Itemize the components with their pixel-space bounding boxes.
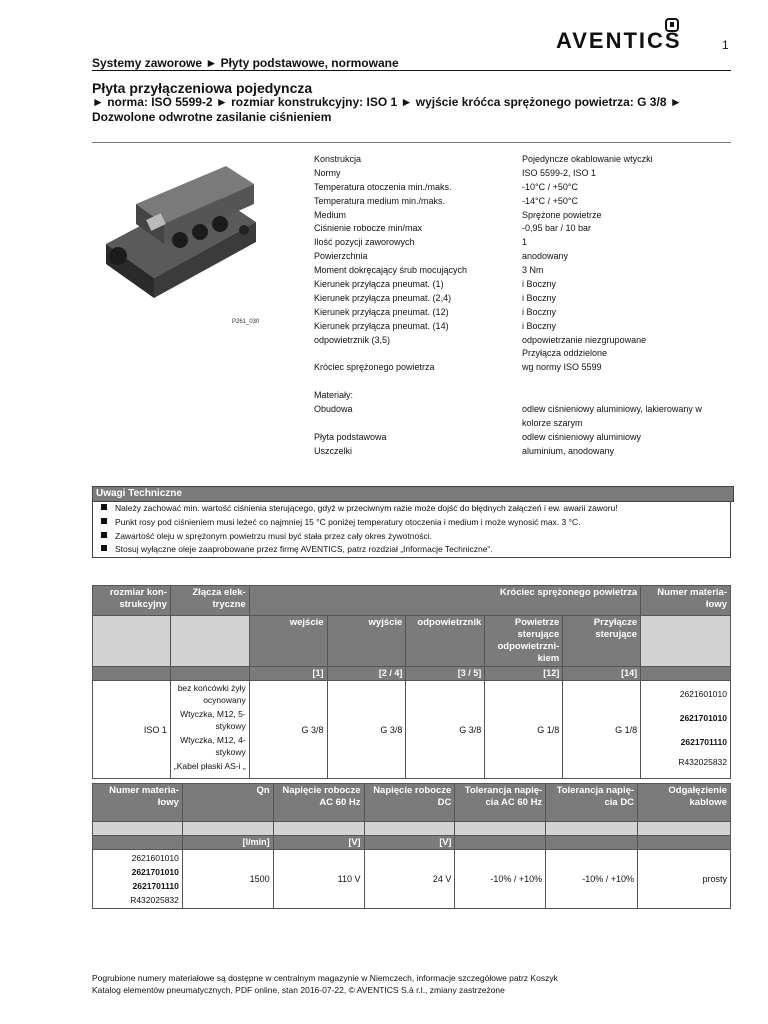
spec-value: i Boczny	[522, 306, 557, 317]
tolerance-ac-cell: -10% / +10%	[455, 850, 546, 909]
note-item	[101, 503, 618, 513]
divider	[92, 70, 731, 71]
flow-cell: 1500	[182, 850, 273, 909]
table-row	[93, 681, 731, 779]
header-spacer	[455, 822, 546, 836]
spec-value: i Boczny	[522, 320, 557, 331]
notes-box	[92, 501, 731, 558]
unit-exhaust: [3 / 5]	[406, 667, 485, 681]
spec-key: Moment dokręcający śrub mocujących	[314, 265, 468, 276]
spec-key: Ciśnienie robocze min/max	[314, 223, 423, 234]
spec-value: -10°C / +50°C	[522, 181, 578, 192]
pilot-cell: G 1/8	[563, 681, 641, 779]
notes-title: Uwagi Techniczne	[92, 486, 734, 502]
note-text: Stosuj wyłączne oleje zaaprobowane przez firmę AVENTICS, patrz rozdział „Informacje Techniczne“.	[115, 544, 493, 554]
pilot-exhaust-cell: G 1/8	[485, 681, 563, 779]
footer	[92, 972, 558, 996]
outlet-cell: G 3/8	[327, 681, 406, 779]
material-cell	[641, 681, 731, 779]
col-header-tolerance-dc: Tolerancja napię-cia DC	[546, 784, 638, 822]
spec-value: 3 Nm	[522, 265, 544, 276]
header-spacer	[273, 822, 364, 836]
header-spacer	[93, 616, 171, 667]
spec-value: odlew ciśnieniowy aluminiowy, lakierowany w kolorze szarym	[522, 404, 702, 428]
electrical-table	[92, 783, 731, 909]
breadcrumb: Systemy zaworowe ► Płyty podstawowe, normowane	[92, 56, 399, 70]
electrical-option: „Kabel płaski AS-i „	[173, 761, 246, 771]
spec-value: ISO 5599-2, ISO 1	[522, 167, 597, 178]
header-spacer	[641, 616, 731, 667]
note-text: Należy zachować min. wartość ciśnienia sterującego, gdyż w przeciwnym razie może dojść do błędnych załączeń i ew. awarii zaworu!	[115, 503, 618, 513]
electrical-option: bez końcówki żyły ocynowany	[177, 683, 246, 705]
spec-key: Kierunek przyłącza pneumat. (14)	[314, 320, 449, 331]
spec-value: odlew ciśnieniowy aluminiowy	[522, 431, 642, 442]
ports-table	[92, 585, 731, 779]
col-header-cable: Odgałęzienie kablowe	[638, 784, 731, 822]
divider	[92, 142, 731, 143]
header-spacer	[182, 822, 273, 836]
spec-key: Temperatura otoczenia min./maks.	[314, 181, 452, 192]
unit-pilot-exhaust: [12]	[485, 667, 563, 681]
col-header-pilot: Przyłącze sterujące	[563, 616, 641, 667]
table-row	[93, 850, 731, 909]
spec-value: 1	[522, 237, 528, 248]
material-cell	[93, 850, 183, 909]
electrical-cell	[170, 681, 249, 779]
note-item	[101, 517, 581, 527]
spec-value: odpowietrzanie niezgrupowane	[522, 334, 647, 345]
col-header-material: Numer materia-łowy	[93, 784, 183, 822]
spec-key: Powierzchnia	[314, 251, 368, 262]
product-image	[96, 152, 266, 300]
spec-key: Temperatura medium min./maks.	[314, 195, 446, 206]
spec-value: anodowany	[522, 251, 569, 262]
col-header-voltage-dc: Napięcie robocze DC	[364, 784, 455, 822]
spec-key: Normy	[314, 167, 341, 178]
spec-key: Uszczelki	[314, 445, 353, 456]
spec-key: Medium	[314, 209, 347, 220]
material-number: 2621701110	[132, 881, 179, 891]
unit-spacer	[170, 667, 249, 681]
spec-key: odpowietrznik (3,5)	[314, 334, 391, 345]
bullet-icon	[101, 518, 107, 524]
material-number: 2621601010	[131, 853, 179, 863]
material-number: R432025832	[678, 757, 727, 767]
note-item	[101, 531, 432, 541]
unit-pilot: [14]	[563, 667, 641, 681]
col-header-flow: Qn	[182, 784, 273, 822]
unit-spacer	[93, 667, 171, 681]
spec-key: Płyta podstawowa	[314, 431, 387, 442]
unit-flow: [l/min]	[182, 836, 273, 850]
material-number: 2621601010	[679, 689, 727, 699]
voltage-dc-cell: 24 V	[364, 850, 455, 909]
spec-value: -14°C / +50°C	[522, 195, 578, 206]
spec-key: Kierunek przyłącza pneumat. (2,4)	[314, 292, 452, 303]
col-header-outlet: wyjście	[327, 616, 406, 667]
spec-key: Kierunek przyłącza pneumat. (1)	[314, 279, 444, 290]
header-spacer	[364, 822, 455, 836]
image-caption: P261_030	[232, 319, 260, 325]
col-header-ports: Króciec sprężonego powietrza	[249, 586, 640, 616]
bullet-icon	[101, 504, 107, 510]
footer-copyright: Katalog elementów pneumatycznych, PDF online, stan 2016-07-22, © AVENTICS S.à r.l., zmiany zastrzeżone	[92, 985, 505, 995]
page-subtitle: ► norma: ISO 5599-2 ► rozmiar konstrukcyjny: ISO 1 ► wyjście króćca sprężonego powietrza: G 3/8 ► Dozwolone odwrotne zasilanie ciśnieniem	[92, 95, 682, 124]
material-number: 2621701110	[680, 737, 727, 747]
col-header-inlet: wejście	[249, 616, 327, 667]
col-header-size: rozmiar kon-strukcyjny	[93, 586, 171, 616]
header-spacer	[170, 616, 249, 667]
note-item	[101, 544, 493, 554]
electrical-option: Wtyczka, M12, 5-stykowy	[180, 709, 246, 731]
spec-key: Ilość pozycji zaworowych	[314, 237, 415, 248]
unit-spacer	[455, 836, 546, 850]
header-spacer	[638, 822, 731, 836]
header-spacer	[546, 822, 638, 836]
bullet-icon	[101, 545, 107, 551]
page-title: Płyta przyłączeniowa pojedyncza	[92, 80, 313, 96]
tolerance-dc-cell: -10% / +10%	[546, 850, 638, 909]
col-header-pilot-exhaust: Powietrze sterujące odpowietrzni-kiem	[485, 616, 563, 667]
spec-key: Króciec sprężonego powietrza	[314, 362, 435, 373]
electrical-option: Wtyczka, M12, 4-stykowy	[180, 735, 246, 757]
spec-key: Materiały:	[314, 390, 354, 401]
unit-spacer	[641, 667, 731, 681]
col-header-exhaust: odpowietrznik	[406, 616, 485, 667]
unit-spacer	[93, 836, 183, 850]
size-cell: ISO 1	[93, 681, 171, 779]
spec-value: -0,95 bar / 10 bar	[522, 223, 592, 234]
unit-voltage-dc: [V]	[364, 836, 455, 850]
header-spacer	[93, 822, 183, 836]
brand-logo-icon	[665, 18, 679, 32]
brand-logo: AVENTICS	[556, 28, 682, 53]
exhaust-cell: G 3/8	[406, 681, 485, 779]
spec-value: wg normy ISO 5599	[522, 362, 602, 373]
note-text: Zawartość oleju w sprężonym powietrzu musi być stała przez cały okres żywotności.	[115, 531, 432, 541]
page-number: 1	[722, 38, 729, 52]
col-header-electrical: Złącza elek-tryczne	[170, 586, 249, 616]
spec-key: Obudowa	[314, 404, 353, 415]
unit-inlet: [1]	[249, 667, 327, 681]
footer-note: Pogrubione numery materiałowe są dostępne w centralnym magazynie w Niemczech, informacje szczegółowe patrz Koszyk	[92, 973, 558, 983]
spec-value: Sprężone powietrze	[522, 209, 602, 220]
col-header-tolerance-ac: Tolerancja napię-cia AC 60 Hz	[455, 784, 546, 822]
spec-key: Kierunek przyłącza pneumat. (12)	[314, 306, 449, 317]
spec-key: Konstrukcja	[314, 154, 362, 164]
unit-spacer	[546, 836, 638, 850]
voltage-ac-cell: 110 V	[273, 850, 364, 909]
spec-value: Przyłącza oddzielone	[522, 348, 608, 359]
spec-value: i Boczny	[522, 292, 557, 303]
cable-cell: prosty	[638, 850, 731, 909]
spec-value: Pojedyncze okablowanie wtyczki	[522, 154, 653, 164]
unit-outlet: [2 / 4]	[327, 667, 406, 681]
note-text: Punkt rosy pod ciśnieniem musi leżeć co najmniej 15 °C poniżej temperatury otoczenia i medium i może wynosić max. 3 °C.	[115, 517, 581, 527]
spec-value: aluminium, anodowany	[522, 445, 615, 456]
bullet-icon	[101, 532, 107, 538]
col-header-material: Numer materia-łowy	[641, 586, 731, 616]
inlet-cell: G 3/8	[249, 681, 327, 779]
unit-voltage-ac: [V]	[273, 836, 364, 850]
material-number: 2621701010	[679, 713, 727, 723]
spec-value: i Boczny	[522, 279, 557, 290]
material-number: R432025832	[130, 895, 179, 905]
col-header-voltage-ac: Napięcie robocze AC 60 Hz	[273, 784, 364, 822]
unit-spacer	[638, 836, 731, 850]
material-number: 2621701010	[131, 867, 179, 877]
